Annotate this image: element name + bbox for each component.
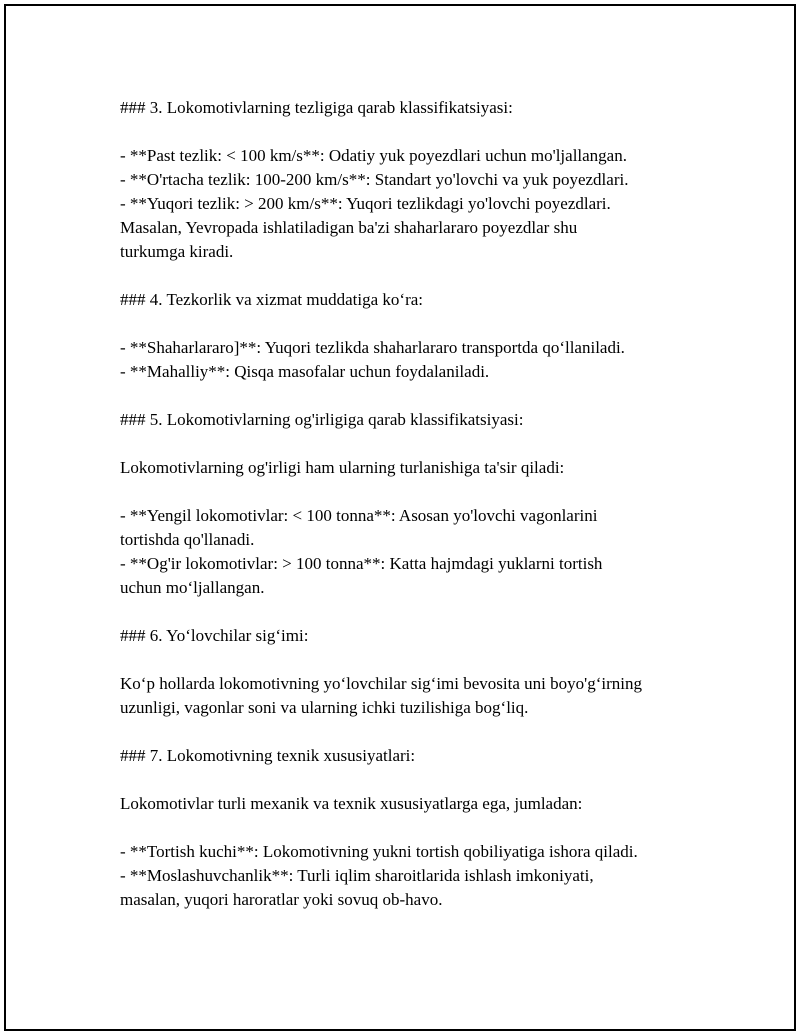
blank-line (120, 816, 700, 840)
list-item-ogir: - **Og'ir lokomotivlar: > 100 tonna**: Katta hajmdagi yuklarni tortish (120, 554, 603, 573)
section-6-paragraph-line-1: Ko‘p hollarda lokomotivning yo‘lovchilar sig‘imi bevosita uni boyo'g‘irning (120, 674, 642, 693)
blank-line (120, 312, 700, 336)
section-7-paragraph: Lokomotivlar turli mexanik va texnik xususiyatlarga ega, jumladan: (120, 794, 583, 813)
list-item-yengil: - **Yengil lokomotivlar: < 100 tonna**: Asosan yo'lovchi vagonlarini (120, 506, 598, 525)
list-item-moslashuvchanlik-cont: masalan, yuqori haroratlar yoki sovuq ob-havo. (120, 890, 443, 909)
section-7-heading: ### 7. Lokomotivning texnik xususiyatlari: (120, 746, 416, 765)
blank-line (120, 384, 700, 408)
section-6-paragraph-line-2: uzunligi, vagonlar soni va ularning ichki tuzilishiga bog‘liq. (120, 698, 529, 717)
list-item-mahalliy: - **Mahalliy**: Qisqa masofalar uchun foydalaniladi. (120, 362, 490, 381)
blank-line (120, 648, 700, 672)
section-5-paragraph: Lokomotivlarning og'irligi ham ularning turlanishiga ta'sir qiladi: (120, 458, 565, 477)
section-3-heading: ### 3. Lokomotivlarning tezligiga qarab klassifikatsiyasi: (120, 98, 513, 117)
list-item-yuqori-tezlik-cont-1: Masalan, Yevropada ishlatiladigan ba'zi shaharlararo poyezdlar shu (120, 218, 578, 237)
document-page (4, 4, 796, 1031)
blank-line (120, 264, 700, 288)
blank-line (120, 600, 700, 624)
blank-line (120, 432, 700, 456)
section-6-heading: ### 6. Yo‘lovchilar sig‘imi: (120, 626, 309, 645)
list-item-ogir-cont: uchun mo‘ljallangan. (120, 578, 265, 597)
blank-line (120, 768, 700, 792)
blank-line (120, 480, 700, 504)
section-5-heading: ### 5. Lokomotivlarning og'irligiga qarab klassifikatsiyasi: (120, 410, 524, 429)
list-item-past-tezlik: - **Past tezlik: < 100 km/s**: Odatiy yuk poyezdlari uchun mo'ljallangan. (120, 146, 627, 165)
list-item-yengil-cont: tortishda qo'llanadi. (120, 530, 255, 549)
list-item-shaharlararo: - **Shaharlararo]**: Yuqori tezlikda shaharlararo transportda qo‘llaniladi. (120, 338, 625, 357)
section-4-heading: ### 4. Tezkorlik va xizmat muddatiga ko‘ra: (120, 290, 423, 309)
list-item-moslashuvchanlik: - **Moslashuvchanlik**: Turli iqlim sharoitlarida ishlash imkoniyati, (120, 866, 594, 885)
blank-line (120, 720, 700, 744)
blank-line (120, 120, 700, 144)
document-body (120, 96, 700, 912)
list-item-yuqori-tezlik: - **Yuqori tezlik: > 200 km/s**: Yuqori tezlikdagi yo'lovchi poyezdlari. (120, 194, 611, 213)
list-item-ortacha-tezlik: - **O'rtacha tezlik: 100-200 km/s**: Standart yo'lovchi va yuk poyezdlari. (120, 170, 629, 189)
list-item-tortish-kuchi: - **Tortish kuchi**: Lokomotivning yukni tortish qobiliyatiga ishora qiladi. (120, 842, 638, 861)
list-item-yuqori-tezlik-cont-2: turkumga kiradi. (120, 242, 234, 261)
